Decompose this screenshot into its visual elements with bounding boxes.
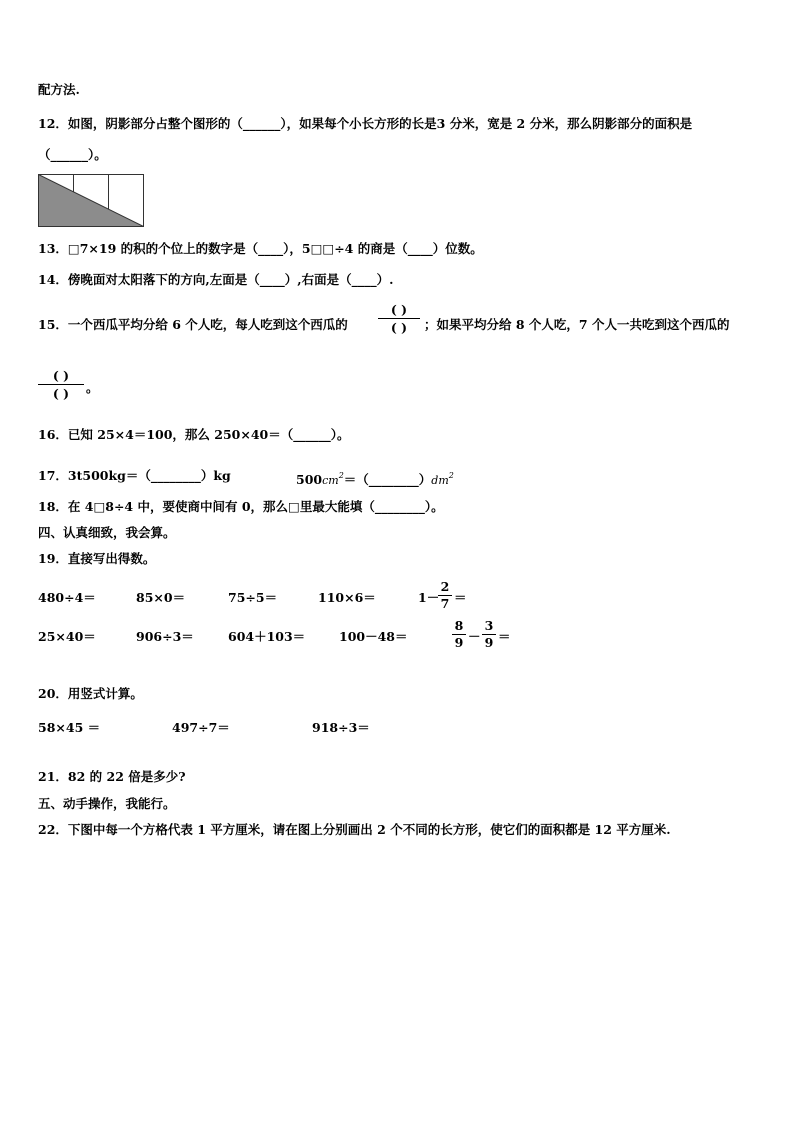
section-5-heading: 五、动手操作，我能行。 [38, 796, 176, 811]
calc-19-9: 100－48＝ [339, 629, 408, 644]
question-14: 14．傍晚面对太阳落下的方向,左面是（____）,右面是（____）. [38, 272, 394, 287]
question-15-part-2: ；如果平均分给 8 个人吃，7 个人一共吃到这个西瓜的 [424, 317, 730, 332]
square-sup-1: 2 [338, 471, 344, 480]
fraction-numerator: ( ) [390, 302, 408, 317]
fraction-denominator: ( ) [390, 320, 408, 335]
question-12-figure [38, 174, 144, 228]
question-20: 20．用竖式计算。 [38, 686, 143, 701]
question-17-part-1: 17．3t500kg＝（________）kg [38, 468, 231, 483]
unit-dm: dm [431, 474, 449, 487]
calc-19-2: 85×0＝ [136, 590, 186, 605]
calc-19-5 [418, 590, 439, 606]
calc-19-4: 110×6＝ [318, 590, 376, 605]
calc-19-3: 75÷5＝ [228, 590, 278, 605]
question-15-blank-fraction-1 [378, 302, 420, 335]
calc-19-8: 604＋103＝ [228, 629, 306, 644]
calc-19-10-fraction-1 [452, 619, 466, 650]
calc-19-7: 906÷3＝ [136, 629, 194, 644]
fraction-denominator: 7 [440, 596, 450, 611]
question-16: 16．已知 25×4＝100，那么 250×40＝（______）。 [38, 427, 350, 442]
fraction-bar [38, 384, 84, 385]
fraction-denominator: ( ) [52, 386, 70, 401]
question-15-blank-fraction-2 [38, 368, 84, 401]
calc-20-3: 918÷3＝ [312, 720, 370, 735]
unit-cm: cm [322, 474, 339, 487]
fraction-numerator: 8 [454, 618, 464, 633]
question-21: 21．82 的 22 倍是多少? [38, 769, 186, 784]
fraction-denominator: 9 [454, 635, 464, 650]
question-18: 18．在 4□8÷4 中，要使商中间有 0，那么□里最大能填（________）。 [38, 499, 444, 514]
calc-19-5-fraction [438, 580, 452, 611]
calc-19-10-operator: － [468, 629, 481, 644]
text-line-0: 配方法. [38, 82, 80, 97]
fraction-numerator: 3 [484, 618, 494, 633]
fraction-bar [378, 318, 420, 319]
question-15-part-1: 15．一个西瓜平均分给 6 个人吃，每人吃到这个西瓜的 [38, 317, 348, 332]
question-22: 22．下图中每一个方格代表 1 平方厘米，请在图上分别画出 2 个不同的长方形，使它们的面积都是 12 平方厘米. [38, 822, 671, 837]
calc-19-10-fraction-2 [482, 619, 496, 650]
question-12-line-2: （______）。 [38, 147, 107, 162]
shaded-triangle [39, 175, 144, 227]
section-4-heading: 四、认真细致，我会算。 [38, 525, 176, 540]
square-sup-2: 2 [448, 471, 454, 480]
fraction-numerator: ( ) [52, 368, 70, 383]
question-15-period: 。 [86, 380, 99, 395]
calc-19-5-equals: ＝ [454, 590, 467, 605]
calc-20-2: 497÷7＝ [172, 720, 230, 735]
calc-20-1: 58×45 ＝ [38, 720, 101, 735]
calc-19-6: 25×40＝ [38, 629, 96, 644]
calc-19-1: 480÷4＝ [38, 590, 96, 605]
fraction-denominator: 9 [484, 635, 494, 650]
fraction-numerator: 2 [440, 579, 450, 594]
q17-value: 500 [296, 472, 323, 487]
question-17-part-2 [296, 468, 454, 489]
question-13: 13．□7×19 的积的个位上的数字是（____），5□□÷4 的商是（____）位数。 [38, 241, 483, 256]
question-19: 19．直接写出得数。 [38, 551, 156, 566]
q17-blank: ＝（________） [343, 472, 432, 487]
question-12-line-1: 12．如图，阴影部分占整个图形的（______），如果每个小长方形的长是3 分米，宽是 2 分米，那么阴影部分的面积是 [38, 116, 693, 131]
calc-19-10-equals: ＝ [498, 629, 511, 644]
calc-19-5-lead: 1－ [418, 590, 440, 605]
